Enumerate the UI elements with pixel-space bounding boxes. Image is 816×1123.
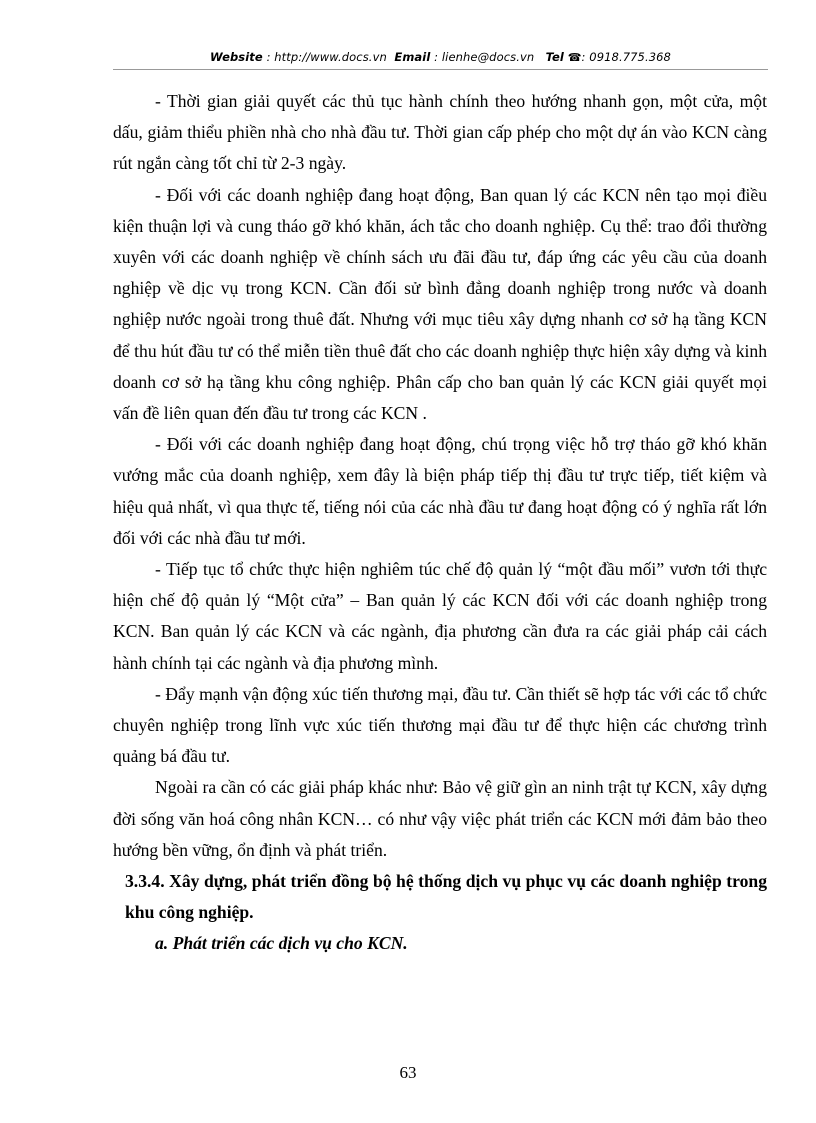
paragraph-1: - Thời gian giải quyết các thủ tục hành chính theo hướng nhanh gọn, một cửa, một dấu, giảm thiểu phiền nhà cho nhà đầu tư. Thời gian cấp phép cho một dự án vào KCN càng rút ngắn càng tốt chỉ từ 2-3 ngày.: [113, 91, 767, 174]
paragraph-2: - Đối với các doanh nghiệp đang hoạt động, Ban quan lý các KCN nên tạo mọi điều kiện thuận lợi và cung tháo gỡ khó khăn, ách tắc cho doanh nghiệp. Cụ thể: trao đổi thường xuyên với các doanh nghiệp về chính sách ưu đãi đầu tư, đáp ứng các yêu cầu của doanh nghiệp về dịc vụ trong KCN. Cần đối sử bình đẳng doanh nghiệp trong nước và doanh nghiệp nước ngoài trong thuê đất. Nhưng với mục tiêu xây dựng nhanh cơ sở hạ tầng KCN để thu hút đầu tư có thể miễn tiền thuê đất cho các doanh nghiệp thực hiện xây dựng và kinh doanh cơ sở hạ tầng khu công nghiệp. Phân cấp cho ban quản lý các KCN giải quyết mọi vấn đề liên quan đến đầu tư trong các KCN .: [113, 184, 767, 424]
paragraph-3: - Đối với các doanh nghiệp đang hoạt động, chú trọng việc hỗ trợ tháo gỡ khó khăn vướng mắc của doanh nghiệp, xem đây là biện pháp tiếp thị đầu tư trực tiếp, tiết kiệm và hiệu quả nhất, vì qua thực tế, tiếng nói của các nhà đầu tư đang hoạt động có ý nghĩa rất lớn đối với các nhà đầu tư mới.: [113, 434, 767, 548]
paragraph-5: - Đẩy mạnh vận động xúc tiến thương mại, đầu tư. Cần thiết sẽ hợp tác với các tổ chức chuyên nghiệp trong lĩnh vực xúc tiến thương mại đầu tư để thực hiện các chương trình quảng bá đầu tư.: [113, 683, 767, 767]
section-heading: 3.3.4. Xây dựng, phát triển đồng bộ hệ thống dịch vụ phục vụ các doanh nghiệp trong khu công nghiệp.: [125, 871, 767, 923]
email-label: Email: [394, 50, 431, 64]
page-number: 63: [399, 1063, 417, 1082]
paragraph-6: Ngoài ra cần có các giải pháp khác như: Bảo vệ giữ gìn an ninh trật tự KCN, xây dựng đời sống văn hoá công nhân KCN… có như vậy việc phát triển các KCN mới đảm bảo theo hướng bền vững, ổn định và phát triển.: [113, 777, 767, 860]
header-divider: [113, 69, 768, 70]
document-body: [113, 86, 767, 960]
tel-label: Tel: [545, 50, 564, 64]
website-label: Website: [210, 50, 263, 64]
subsection-heading: a. Phát triển các dịch vụ cho KCN.: [155, 933, 408, 954]
tel-value: : 0918.775.368: [581, 50, 671, 64]
website-value: : http://www.docs.vn: [266, 50, 387, 64]
page-header: [113, 50, 768, 64]
paragraph-4: - Tiếp tục tổ chức thực hiện nghiêm túc chế độ quản lý “một đầu mối” vươn tới thực hiện chế độ quản lý “Một cửa” – Ban quản lý các KCN đối với các doanh nghiệp trong KCN. Ban quản lý các KCN và các ngành, địa phương cần đưa ra các giải pháp cải cách hành chính tại các ngành và địa phương mình.: [113, 559, 767, 673]
phone-icon: ☎: [567, 51, 582, 64]
email-value: : lienhe@docs.vn: [434, 50, 535, 64]
